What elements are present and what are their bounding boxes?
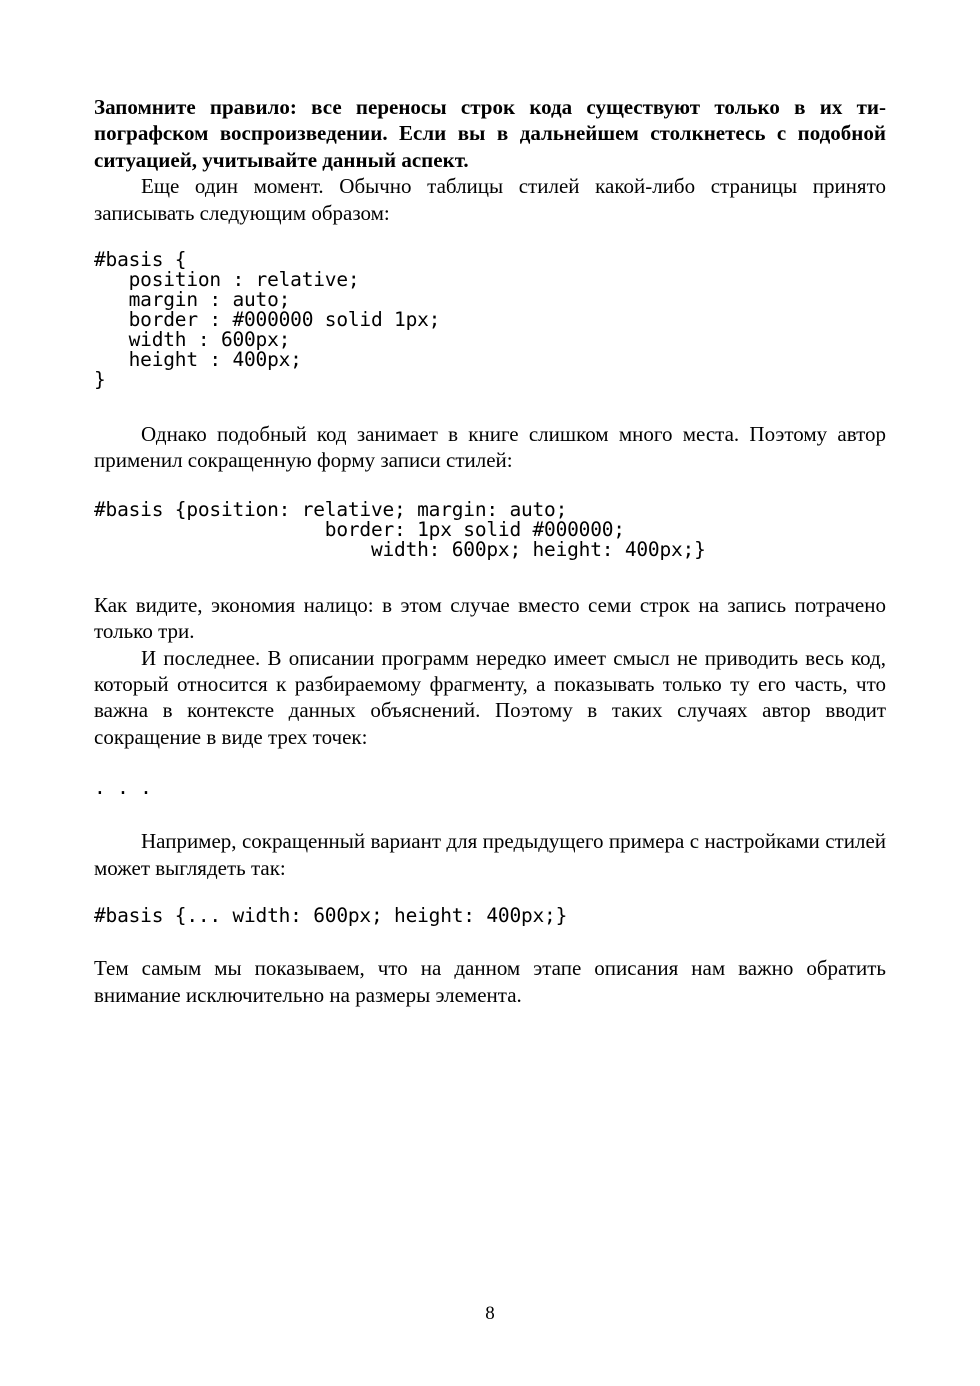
paragraph-another-point: Еще один момент. Обычно таблицы стилей какой-либо страницы принято записывать следующим образом: xyxy=(94,174,886,225)
paragraph-example: Например, сокращенный вариант для предыдущего примера с настройками стилей может выглядеть так: xyxy=(94,829,886,880)
code-block-short-form: #basis {position: relative; margin: auto; border: 1px solid #000000; width: 600px; height: 400px;} xyxy=(94,497,706,561)
code-block-abbreviated: #basis {... width: 600px; height: 400px;} xyxy=(94,904,568,928)
paragraph-short-form: Однако подобный код занимает в книге слишком много места. Поэтому автор применил сокращенную форму записи стилей: xyxy=(94,422,886,473)
page-number: 8 xyxy=(485,1303,495,1324)
code-block-full-form: #basis { position : relative; margin : auto; border : #000000 solid 1px; width : 600px; height : 400px; } xyxy=(94,248,441,392)
paragraph-economy: Как видите, экономия налицо: в этом случае вместо семи строк на запись потрачено только три. xyxy=(94,592,886,644)
document-page xyxy=(94,94,886,1008)
paragraph-summary: Тем самым мы показываем, что на данном этапе описания нам важно обратить внимание исключительно на размеры элемента. xyxy=(94,956,886,1007)
paragraph-last-point: И последнее. В описании программ нередко имеет смысл не приводить весь код, который относится к разбираемому фрагменту, а показывать только ту его часть, что важна в контексте данных объяснений. Поэтому в таких случаях автор вводит сокращение в виде трех точек: xyxy=(94,645,886,749)
code-block-ellipsis: . . . xyxy=(94,776,152,800)
rule-note: Запомните правило: все переносы строк кода существуют только в их типографском воспроизведении. Если вы в дальнейшем столкнетесь с подобной ситуацией, учитывайте данный аспект. xyxy=(94,95,886,172)
